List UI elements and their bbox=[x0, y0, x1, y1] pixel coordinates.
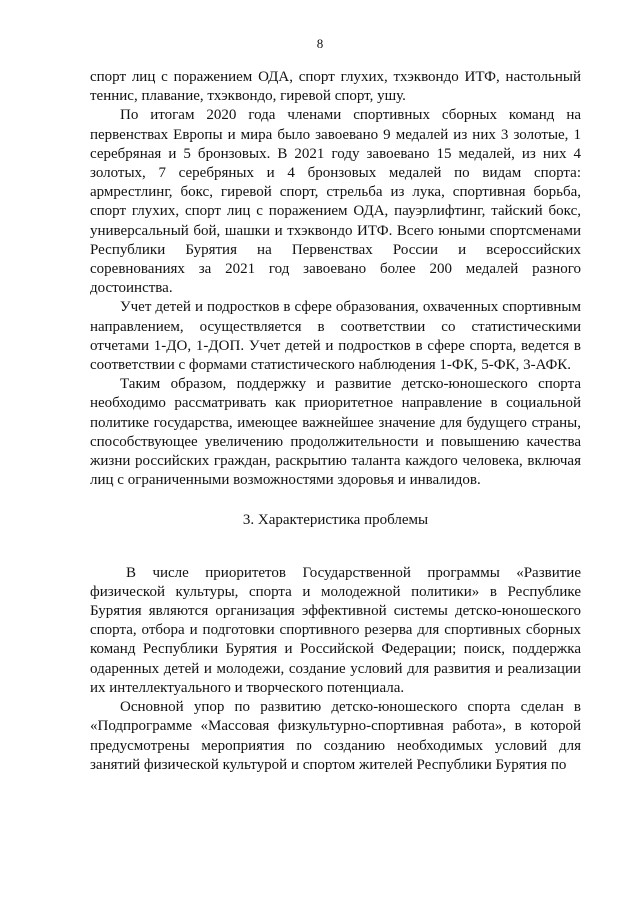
paragraph-subprogram: Основной упор по развитию детско-юношеского спорта сделан в «Подпрограмме «Массовая физкультурно-спортивная работа», в которой предусмотрены мероприятия по созданию необходимых условий для занятий физической культурой и спортом жителей Республики Бурятия по bbox=[90, 699, 581, 773]
paragraph-accounting: Учет детей и подростков в сфере образования, охваченных спортивным направлением, осуществляется в соответствии со статистическими отчетами 1-ДО, 1-ДОП. Учет детей и подростков в сфере спорта, ведется в соответствии с формами статистического наблюдения 1-ФК, 5-ФК, 3-АФК. bbox=[90, 299, 581, 374]
paragraph-priorities: В числе приоритетов Государственной программы «Развитие физической культуры, спорта и молодежной политики» в Республике Бурятия являются организация эффективной системы детско-юношеского спорта, отбора и подготовки спортивного резерва для спортивных сборных команд Республики Бурятия и Российской Федерации; поиск, поддержка одаренных детей и молодежи, создание условий для развития и реализации их интеллектуального и творческого потенциала. bbox=[90, 564, 581, 696]
paragraph-continuation: спорт лиц с поражением ОДА, спорт глухих, тхэквондо ИТФ, настольный теннис, плавание, тхэквондо, гиревой спорт, ушу. bbox=[90, 69, 581, 105]
document-body bbox=[90, 68, 581, 775]
page-number: 8 bbox=[316, 36, 324, 51]
paragraph-conclusion: Таким образом, поддержку и развитие детско-юношеского спорта необходимо рассматривать как приоритетное направление в социальной политике государства, имеющее важнейшее значение для будущего страны, способствующее увеличению продолжительности и повышению качества жизни российских граждан, раскрытию таланта каждого человека, включая лиц с ограниченными возможностями здоровья и инвалидов. bbox=[90, 376, 581, 489]
paragraph-medals: По итогам 2020 года членами спортивных сборных команд на первенствах Европы и мира было завоевано 9 медалей из них 3 золотые, 1 серебряная и 5 бронзовых. В 2021 году завоевано 15 медалей, из них 4 золотых, 7 серебряных и 4 бронзовых медалей по видам спорта: армрестлинг, бокс, гиревой спорт, стрельба из лука, спортивная борьба, спорт глухих, спорт лиц с поражением ОДА, пауэрлифтинг, тайский бокс, универсальный бой, шашки и тхэквондо ИТФ. Всего юными спортсменами Республики Бурятия на Первенствах России и всероссийских соревнованиях за 2021 год завоевано более 200 медалей разного достоинства. bbox=[90, 107, 581, 297]
section-heading: 3. Характеристика проблемы bbox=[242, 512, 429, 529]
